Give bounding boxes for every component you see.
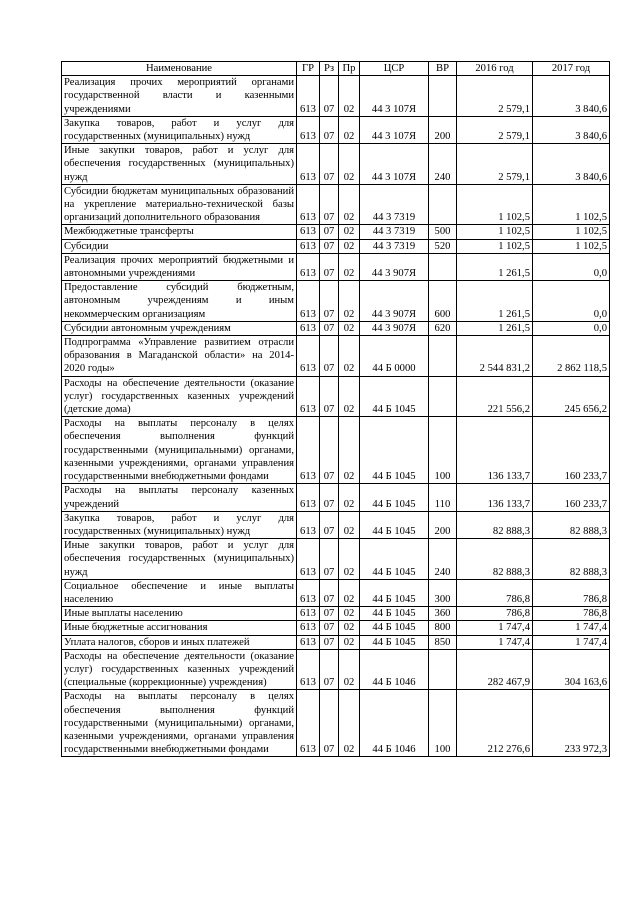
cell-2016: 82 888,3 bbox=[457, 511, 533, 538]
table-row bbox=[62, 144, 610, 185]
cell-2016: 2 544 831,2 bbox=[457, 336, 533, 377]
cell-csr: 44 Б 0000 bbox=[360, 336, 429, 377]
table-row bbox=[62, 281, 610, 322]
header-pr: Пр bbox=[339, 62, 360, 76]
cell-pr: 02 bbox=[339, 225, 360, 239]
cell-gr: 613 bbox=[297, 76, 320, 117]
cell-vr bbox=[429, 253, 457, 280]
header-vr: ВР bbox=[429, 62, 457, 76]
budget-table bbox=[61, 61, 610, 757]
table-row bbox=[62, 239, 610, 253]
cell-2016: 786,8 bbox=[457, 607, 533, 621]
cell-pr: 02 bbox=[339, 607, 360, 621]
cell-name: Иные бюджетные ассигнования bbox=[62, 621, 297, 635]
cell-pr: 02 bbox=[339, 184, 360, 225]
cell-gr: 613 bbox=[297, 225, 320, 239]
cell-csr: 44 3 7319 bbox=[360, 225, 429, 239]
cell-name: Иные закупки товаров, работ и услуг для обеспечения государственных (муниципальных) нужд bbox=[62, 539, 297, 580]
cell-csr: 44 3 107Я bbox=[360, 116, 429, 143]
cell-vr bbox=[429, 76, 457, 117]
table-row bbox=[62, 539, 610, 580]
cell-vr: 200 bbox=[429, 116, 457, 143]
cell-2016: 221 556,2 bbox=[457, 376, 533, 417]
cell-csr: 44 Б 1045 bbox=[360, 607, 429, 621]
cell-csr: 44 3 107Я bbox=[360, 144, 429, 185]
table-row bbox=[62, 116, 610, 143]
cell-gr: 613 bbox=[297, 511, 320, 538]
cell-gr: 613 bbox=[297, 607, 320, 621]
table-row bbox=[62, 621, 610, 635]
cell-name: Субсидии бюджетам муниципальных образований на укрепление материально-технической базы организаций дополнительного образования bbox=[62, 184, 297, 225]
cell-vr: 240 bbox=[429, 144, 457, 185]
cell-pr: 02 bbox=[339, 336, 360, 377]
cell-2016: 1 102,5 bbox=[457, 239, 533, 253]
cell-name: Субсидии bbox=[62, 239, 297, 253]
cell-2017: 245 656,2 bbox=[533, 376, 610, 417]
cell-rz: 07 bbox=[320, 539, 339, 580]
cell-rz: 07 bbox=[320, 621, 339, 635]
cell-vr bbox=[429, 376, 457, 417]
cell-csr: 44 Б 1045 bbox=[360, 417, 429, 484]
cell-2017: 786,8 bbox=[533, 607, 610, 621]
cell-csr: 44 3 7319 bbox=[360, 184, 429, 225]
cell-vr bbox=[429, 336, 457, 377]
cell-csr: 44 3 907Я bbox=[360, 321, 429, 335]
cell-gr: 613 bbox=[297, 621, 320, 635]
cell-pr: 02 bbox=[339, 539, 360, 580]
cell-name: Реализация прочих мероприятий органами государственной власти и казенными учреждениями bbox=[62, 76, 297, 117]
table-header-row bbox=[62, 62, 610, 76]
cell-2017: 1 102,5 bbox=[533, 184, 610, 225]
cell-name: Иные выплаты населению bbox=[62, 607, 297, 621]
header-gr: ГР bbox=[297, 62, 320, 76]
cell-rz: 07 bbox=[320, 253, 339, 280]
cell-name: Реализация прочих мероприятий бюджетными и автономными учреждениями bbox=[62, 253, 297, 280]
cell-vr: 800 bbox=[429, 621, 457, 635]
cell-rz: 07 bbox=[320, 417, 339, 484]
cell-2017: 160 233,7 bbox=[533, 484, 610, 511]
cell-2016: 1 747,4 bbox=[457, 635, 533, 649]
cell-gr: 613 bbox=[297, 336, 320, 377]
table-row bbox=[62, 225, 610, 239]
cell-vr: 620 bbox=[429, 321, 457, 335]
cell-gr: 613 bbox=[297, 376, 320, 417]
table-row bbox=[62, 511, 610, 538]
cell-2017: 0,0 bbox=[533, 321, 610, 335]
cell-gr: 613 bbox=[297, 144, 320, 185]
cell-pr: 02 bbox=[339, 144, 360, 185]
cell-2017: 82 888,3 bbox=[533, 539, 610, 580]
cell-2016: 136 133,7 bbox=[457, 484, 533, 511]
table-row bbox=[62, 184, 610, 225]
cell-vr: 200 bbox=[429, 511, 457, 538]
cell-vr bbox=[429, 184, 457, 225]
cell-gr: 613 bbox=[297, 253, 320, 280]
table-row bbox=[62, 253, 610, 280]
cell-vr: 300 bbox=[429, 579, 457, 606]
table-row bbox=[62, 635, 610, 649]
cell-2016: 2 579,1 bbox=[457, 144, 533, 185]
table-row bbox=[62, 484, 610, 511]
cell-2017: 1 747,4 bbox=[533, 635, 610, 649]
cell-csr: 44 Б 1045 bbox=[360, 376, 429, 417]
cell-2016: 1 102,5 bbox=[457, 225, 533, 239]
cell-csr: 44 3 107Я bbox=[360, 76, 429, 117]
cell-csr: 44 3 7319 bbox=[360, 239, 429, 253]
cell-gr: 613 bbox=[297, 690, 320, 757]
cell-pr: 02 bbox=[339, 690, 360, 757]
cell-rz: 07 bbox=[320, 484, 339, 511]
cell-2017: 1 102,5 bbox=[533, 225, 610, 239]
cell-gr: 613 bbox=[297, 484, 320, 511]
cell-name: Иные закупки товаров, работ и услуг для обеспечения государственных (муниципальных) нужд bbox=[62, 144, 297, 185]
cell-2016: 1 747,4 bbox=[457, 621, 533, 635]
cell-vr bbox=[429, 649, 457, 690]
cell-2017: 233 972,3 bbox=[533, 690, 610, 757]
cell-rz: 07 bbox=[320, 511, 339, 538]
table-row bbox=[62, 579, 610, 606]
cell-gr: 613 bbox=[297, 635, 320, 649]
cell-pr: 02 bbox=[339, 116, 360, 143]
table-body bbox=[62, 76, 610, 757]
cell-rz: 07 bbox=[320, 336, 339, 377]
cell-rz: 07 bbox=[320, 635, 339, 649]
cell-rz: 07 bbox=[320, 649, 339, 690]
cell-pr: 02 bbox=[339, 239, 360, 253]
cell-2016: 1 102,5 bbox=[457, 184, 533, 225]
cell-2016: 282 467,9 bbox=[457, 649, 533, 690]
cell-2016: 82 888,3 bbox=[457, 539, 533, 580]
header-name: Наименование bbox=[62, 62, 297, 76]
cell-name: Предоставление субсидий бюджетным, автономным учреждениям и иным некоммерческим организациям bbox=[62, 281, 297, 322]
cell-2016: 1 261,5 bbox=[457, 281, 533, 322]
table-row bbox=[62, 321, 610, 335]
header-csr: ЦСР bbox=[360, 62, 429, 76]
cell-2017: 0,0 bbox=[533, 281, 610, 322]
cell-gr: 613 bbox=[297, 321, 320, 335]
cell-2017: 304 163,6 bbox=[533, 649, 610, 690]
cell-pr: 02 bbox=[339, 417, 360, 484]
cell-name: Закупка товаров, работ и услуг для государственных (муниципальных) нужд bbox=[62, 116, 297, 143]
cell-2016: 786,8 bbox=[457, 579, 533, 606]
header-rz: Рз bbox=[320, 62, 339, 76]
cell-pr: 02 bbox=[339, 511, 360, 538]
cell-name: Уплата налогов, сборов и иных платежей bbox=[62, 635, 297, 649]
cell-2016: 2 579,1 bbox=[457, 76, 533, 117]
table-row bbox=[62, 376, 610, 417]
header-2016: 2016 год bbox=[457, 62, 533, 76]
cell-2016: 212 276,6 bbox=[457, 690, 533, 757]
cell-csr: 44 Б 1045 bbox=[360, 484, 429, 511]
cell-vr: 100 bbox=[429, 690, 457, 757]
cell-rz: 07 bbox=[320, 239, 339, 253]
cell-csr: 44 Б 1045 bbox=[360, 635, 429, 649]
cell-name: Расходы на обеспечение деятельности (оказание услуг) государственных казенных учреждений (детские дома) bbox=[62, 376, 297, 417]
cell-rz: 07 bbox=[320, 225, 339, 239]
cell-rz: 07 bbox=[320, 76, 339, 117]
cell-vr: 360 bbox=[429, 607, 457, 621]
cell-rz: 07 bbox=[320, 281, 339, 322]
cell-pr: 02 bbox=[339, 253, 360, 280]
cell-gr: 613 bbox=[297, 281, 320, 322]
table-row bbox=[62, 649, 610, 690]
cell-2017: 1 102,5 bbox=[533, 239, 610, 253]
cell-name: Расходы на выплаты персоналу в целях обеспечения выполнения функций государственными (муниципальными) органами, казенными учреждениями, органами управления государственными внебюджетными фондами bbox=[62, 690, 297, 757]
cell-name: Расходы на выплаты персоналу в целях обеспечения выполнения функций государственными (муниципальными) органами, казенными учреждениями, органами управления государственными внебюджетными фондами bbox=[62, 417, 297, 484]
cell-2016: 1 261,5 bbox=[457, 321, 533, 335]
cell-pr: 02 bbox=[339, 281, 360, 322]
cell-2016: 1 261,5 bbox=[457, 253, 533, 280]
table-row bbox=[62, 336, 610, 377]
cell-rz: 07 bbox=[320, 144, 339, 185]
cell-pr: 02 bbox=[339, 649, 360, 690]
cell-csr: 44 Б 1046 bbox=[360, 649, 429, 690]
cell-name: Закупка товаров, работ и услуг для государственных (муниципальных) нужд bbox=[62, 511, 297, 538]
cell-gr: 613 bbox=[297, 116, 320, 143]
cell-2017: 3 840,6 bbox=[533, 76, 610, 117]
cell-csr: 44 Б 1045 bbox=[360, 621, 429, 635]
cell-name: Подпрограмма «Управление развитием отрасли образования в Магаданской области» на 2014-2020 годы» bbox=[62, 336, 297, 377]
header-2017: 2017 год bbox=[533, 62, 610, 76]
cell-pr: 02 bbox=[339, 635, 360, 649]
cell-2017: 2 862 118,5 bbox=[533, 336, 610, 377]
cell-pr: 02 bbox=[339, 76, 360, 117]
cell-rz: 07 bbox=[320, 376, 339, 417]
cell-gr: 613 bbox=[297, 649, 320, 690]
cell-csr: 44 Б 1046 bbox=[360, 690, 429, 757]
cell-name: Субсидии автономным учреждениям bbox=[62, 321, 297, 335]
cell-2017: 82 888,3 bbox=[533, 511, 610, 538]
cell-pr: 02 bbox=[339, 621, 360, 635]
cell-name: Социальное обеспечение и иные выплаты населению bbox=[62, 579, 297, 606]
cell-vr: 240 bbox=[429, 539, 457, 580]
table-row bbox=[62, 76, 610, 117]
cell-pr: 02 bbox=[339, 579, 360, 606]
cell-name: Межбюджетные трансферты bbox=[62, 225, 297, 239]
cell-csr: 44 Б 1045 bbox=[360, 579, 429, 606]
cell-2017: 1 747,4 bbox=[533, 621, 610, 635]
cell-vr: 520 bbox=[429, 239, 457, 253]
cell-rz: 07 bbox=[320, 690, 339, 757]
cell-gr: 613 bbox=[297, 539, 320, 580]
table-row bbox=[62, 417, 610, 484]
cell-pr: 02 bbox=[339, 484, 360, 511]
cell-csr: 44 Б 1045 bbox=[360, 511, 429, 538]
cell-2017: 0,0 bbox=[533, 253, 610, 280]
cell-2017: 160 233,7 bbox=[533, 417, 610, 484]
cell-2016: 136 133,7 bbox=[457, 417, 533, 484]
cell-csr: 44 3 907Я bbox=[360, 281, 429, 322]
cell-name: Расходы на обеспечение деятельности (оказание услуг) государственных казенных учреждений (специальные (коррекционные) учреждения) bbox=[62, 649, 297, 690]
cell-gr: 613 bbox=[297, 417, 320, 484]
cell-rz: 07 bbox=[320, 579, 339, 606]
cell-vr: 100 bbox=[429, 417, 457, 484]
cell-csr: 44 3 907Я bbox=[360, 253, 429, 280]
cell-vr: 600 bbox=[429, 281, 457, 322]
cell-gr: 613 bbox=[297, 579, 320, 606]
cell-2017: 3 840,6 bbox=[533, 144, 610, 185]
cell-vr: 500 bbox=[429, 225, 457, 239]
cell-vr: 110 bbox=[429, 484, 457, 511]
table-row bbox=[62, 690, 610, 757]
cell-vr: 850 bbox=[429, 635, 457, 649]
cell-rz: 07 bbox=[320, 184, 339, 225]
cell-2017: 786,8 bbox=[533, 579, 610, 606]
cell-2016: 2 579,1 bbox=[457, 116, 533, 143]
cell-rz: 07 bbox=[320, 116, 339, 143]
cell-gr: 613 bbox=[297, 184, 320, 225]
cell-pr: 02 bbox=[339, 321, 360, 335]
cell-rz: 07 bbox=[320, 321, 339, 335]
cell-rz: 07 bbox=[320, 607, 339, 621]
cell-name: Расходы на выплаты персоналу казенных учреждений bbox=[62, 484, 297, 511]
cell-2017: 3 840,6 bbox=[533, 116, 610, 143]
cell-gr: 613 bbox=[297, 239, 320, 253]
table-row bbox=[62, 607, 610, 621]
cell-csr: 44 Б 1045 bbox=[360, 539, 429, 580]
cell-pr: 02 bbox=[339, 376, 360, 417]
